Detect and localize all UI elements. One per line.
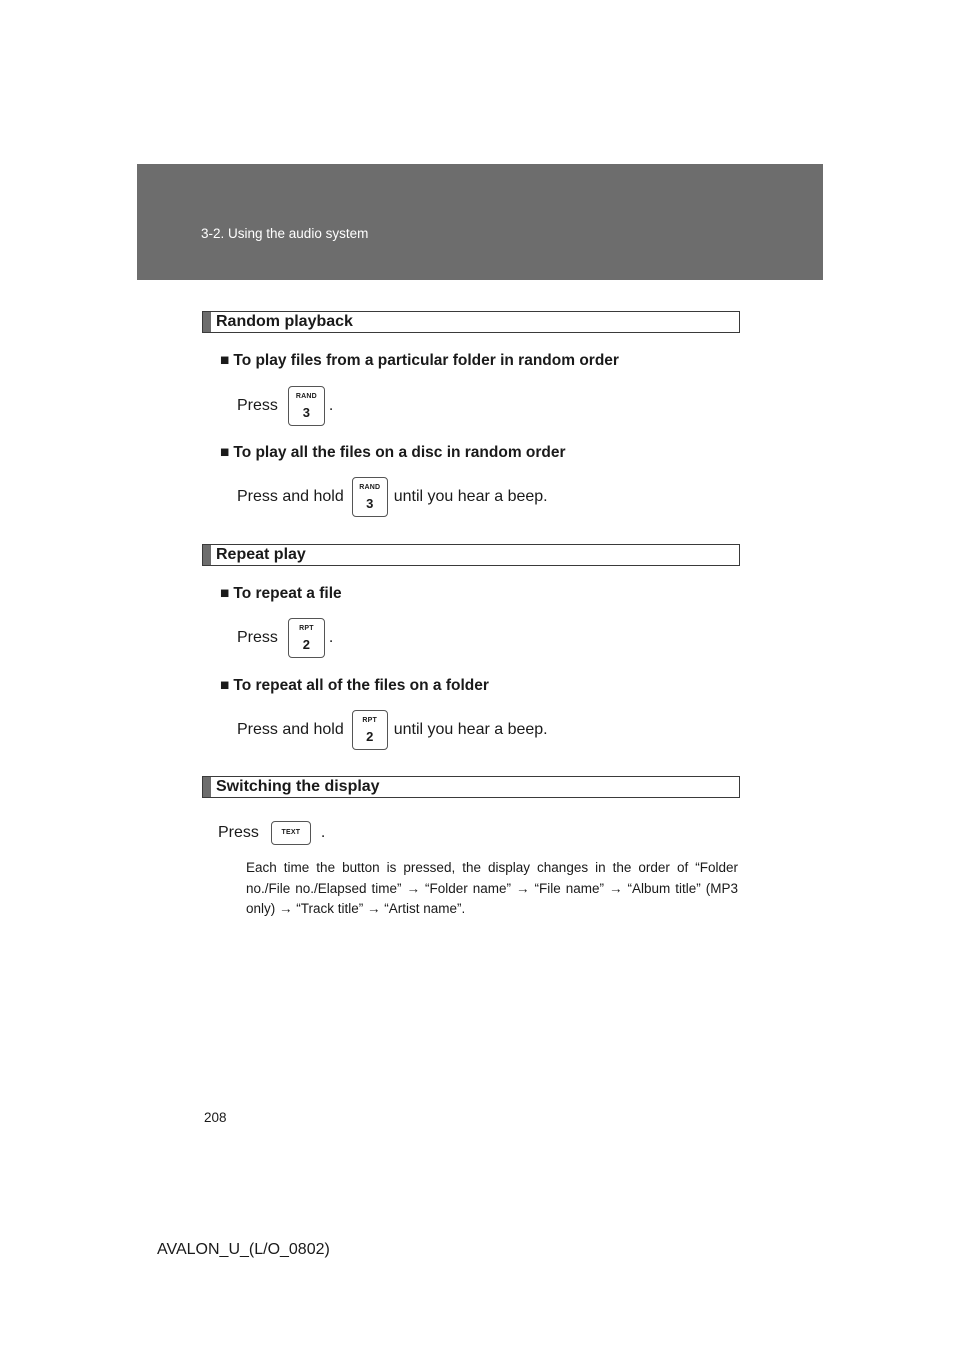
instruction-repeat-folder xyxy=(237,710,548,750)
instruction-end: . xyxy=(328,397,334,414)
square-bullet-icon: ■ xyxy=(220,444,230,461)
square-bullet-icon: ■ xyxy=(220,677,230,694)
subheading-random-disc: ■ To play all the files on a disc in random order xyxy=(220,444,566,461)
section-accent-bar xyxy=(203,545,211,565)
instruction-end: until you hear a beep. xyxy=(393,721,548,738)
rpt-2-button-icon: RPT 2 xyxy=(352,710,388,750)
document-id: AVALON_U_(L/O_0802) xyxy=(157,1241,330,1258)
breadcrumb: 3-2. Using the audio system xyxy=(201,226,369,241)
instruction-repeat-file xyxy=(237,618,333,658)
subheading-random-folder: ■ To play files from a particular folder in random order xyxy=(220,352,619,369)
subheading-repeat-folder: ■ To repeat all of the files on a folder xyxy=(220,677,489,694)
chapter-header-band xyxy=(137,164,823,280)
instruction-text: Press xyxy=(237,629,278,646)
section-title-switching-display xyxy=(202,776,740,798)
section-title-repeat-play xyxy=(202,544,740,566)
instruction-text: Press and hold xyxy=(237,488,344,505)
section-title-text: Random playback xyxy=(216,313,353,330)
section-title-text: Switching the display xyxy=(216,778,380,795)
instruction-text: Press xyxy=(218,824,259,841)
instruction-random-disc xyxy=(237,477,548,517)
rand-3-button-icon: RAND 3 xyxy=(352,477,388,517)
section-accent-bar xyxy=(203,312,211,332)
subheading-repeat-file: ■ To repeat a file xyxy=(220,585,342,602)
text-button-icon: TEXT xyxy=(271,821,311,845)
instruction-text: Press and hold xyxy=(237,721,344,738)
instruction-end: until you hear a beep. xyxy=(393,488,548,505)
instruction-end: . xyxy=(328,629,334,646)
instruction-text: Press xyxy=(237,397,278,414)
display-order-note: Each time the button is pressed, the display changes in the order of “Folder no./File no./Elapsed time” → “Folder name” → “File name” → “Album title” (MP3 only) → “Track title” → “Artist name”. xyxy=(246,860,738,916)
instruction-switch-display xyxy=(218,821,325,845)
section-title-text: Repeat play xyxy=(216,546,306,563)
section-title-random-playback xyxy=(202,311,740,333)
rand-3-button-icon: RAND 3 xyxy=(288,386,325,426)
instruction-random-folder xyxy=(237,386,333,426)
section-accent-bar xyxy=(203,777,211,797)
instruction-end: . xyxy=(320,824,326,841)
square-bullet-icon: ■ xyxy=(220,352,230,369)
square-bullet-icon: ■ xyxy=(220,585,230,602)
rpt-2-button-icon: RPT 2 xyxy=(288,618,325,658)
page-number: 208 xyxy=(204,1110,227,1125)
